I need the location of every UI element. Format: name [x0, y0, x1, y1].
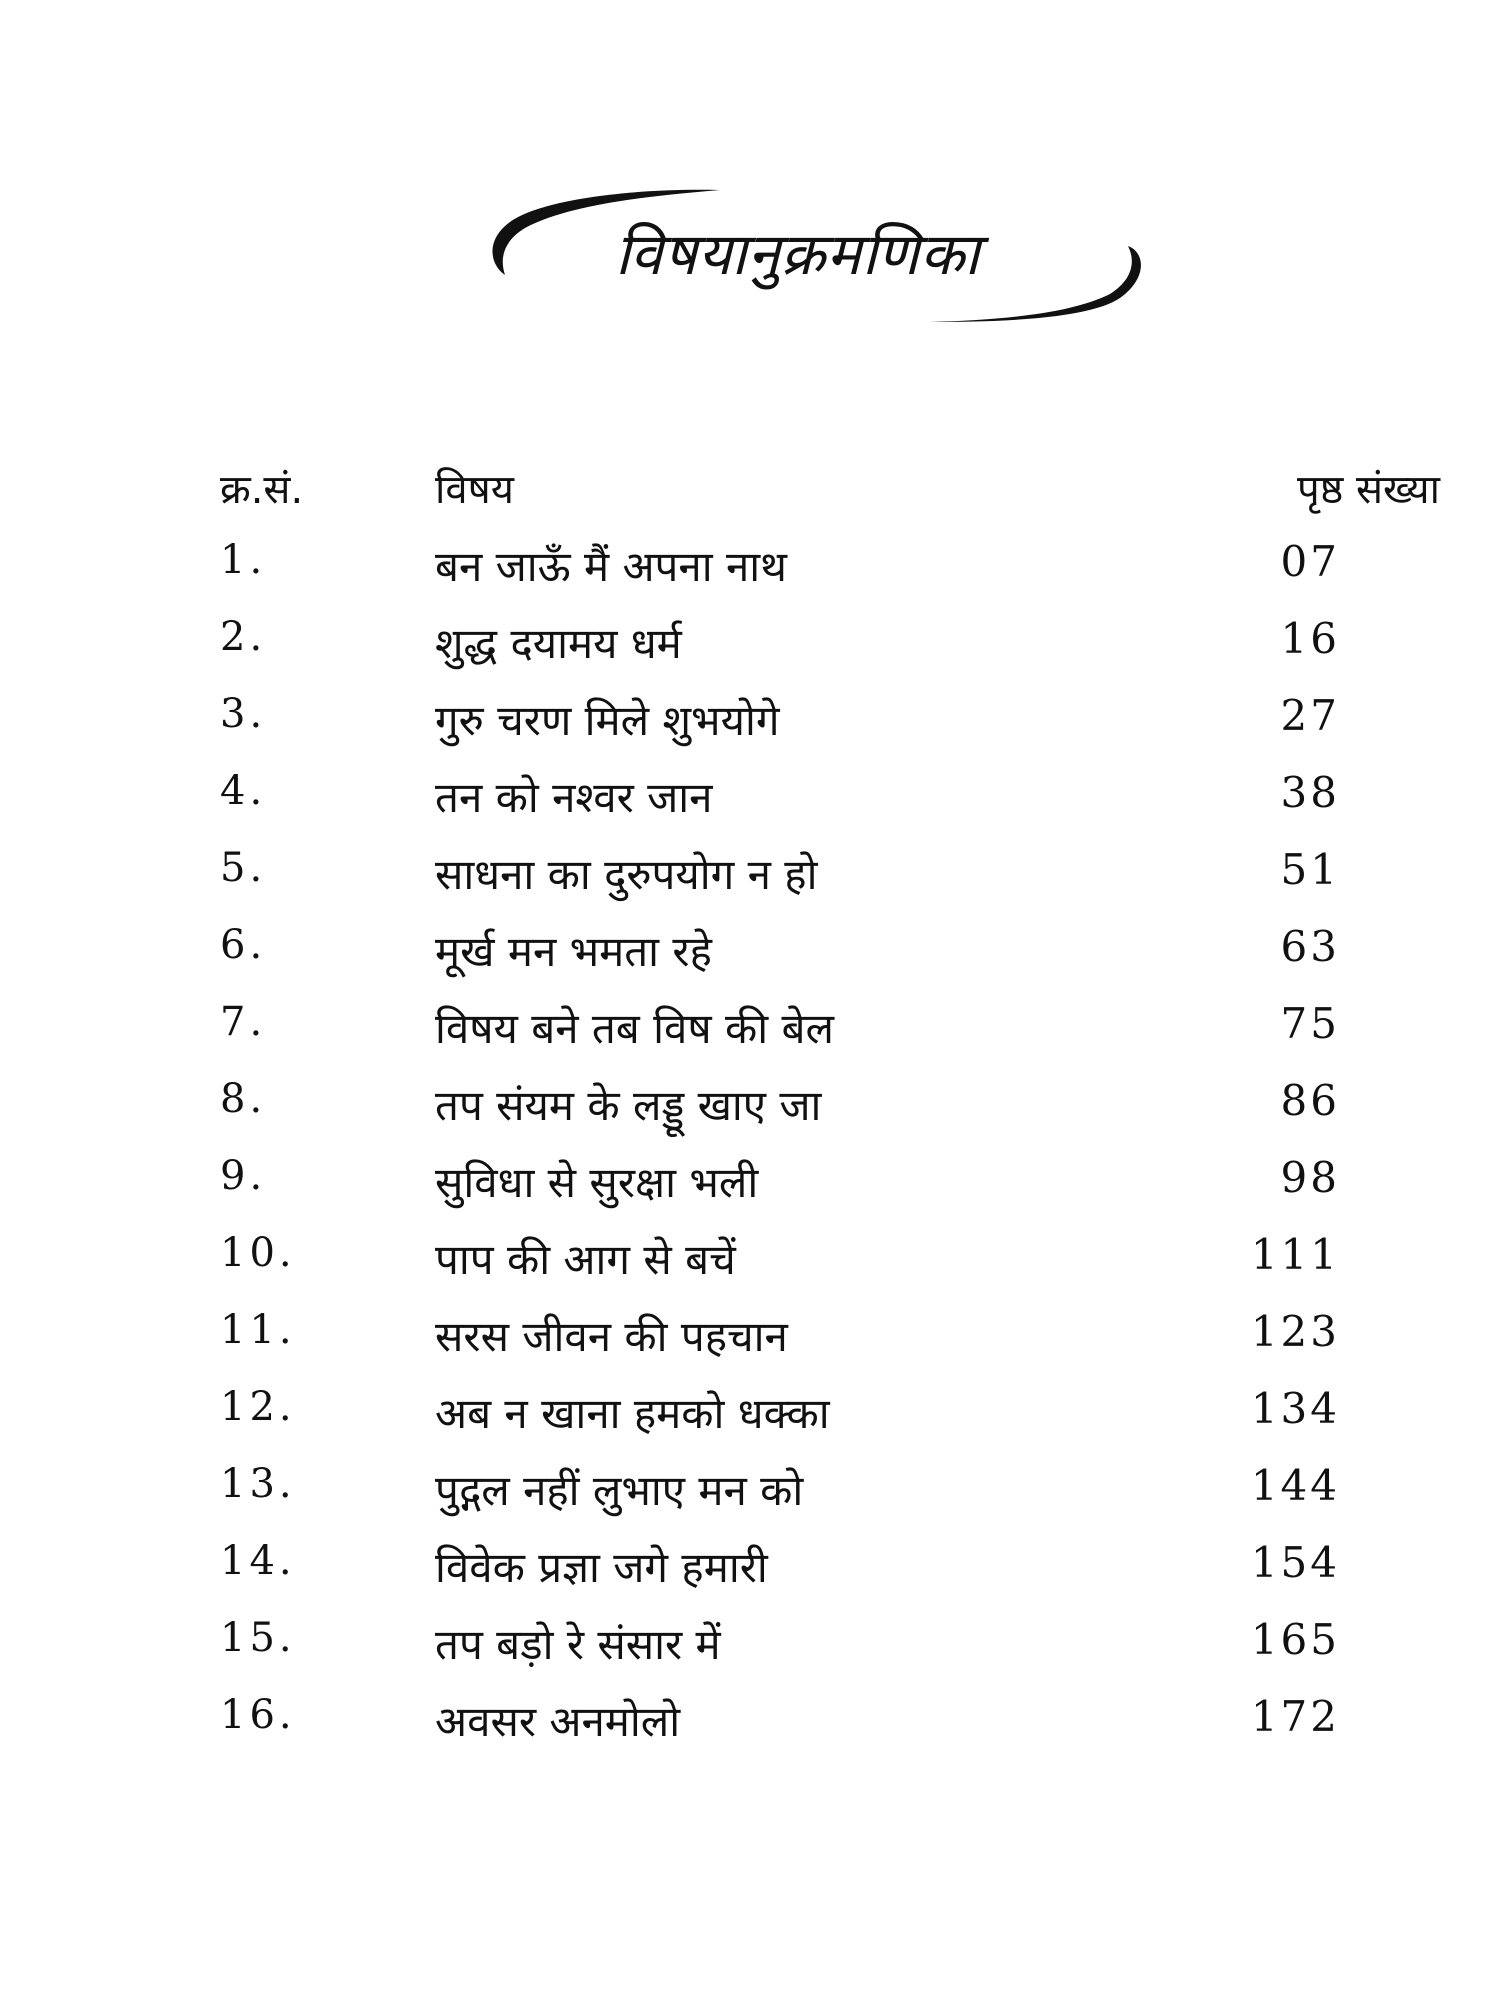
page-number-header: पृष्ठ संख्या	[1297, 467, 1440, 513]
entry-page: 111	[1250, 1230, 1340, 1279]
entry-title: गुरु चरण मिले शुभयोगे	[435, 696, 780, 745]
serial-header: क्र.सं.	[220, 467, 304, 513]
entry-number: 11.	[220, 1307, 296, 1353]
entry-number: 10.	[220, 1230, 296, 1276]
entry-page: 123	[1250, 1307, 1340, 1356]
entry-title: तप संयम के लड्डू खाए जा	[435, 1081, 822, 1130]
entry-title: विवेक प्रज्ञा जगे हमारी	[435, 1543, 768, 1592]
entry-number: 1.	[220, 537, 267, 583]
entry-title: बन जाऊँ मैं अपना नाथ	[435, 542, 787, 591]
entry-number: 4.	[220, 768, 267, 814]
toc-row	[220, 1692, 1420, 1769]
title-block	[480, 170, 1160, 350]
subject-header: विषय	[435, 467, 514, 513]
entry-number: 9.	[220, 1153, 267, 1199]
entry-title: शुद्ध दयामय धर्म	[435, 619, 682, 668]
entry-title: तन को नश्वर जान	[435, 773, 713, 822]
toc-row	[220, 1307, 1420, 1384]
table-of-contents	[220, 460, 1440, 1769]
entry-number: 16.	[220, 1692, 296, 1738]
toc-row	[220, 922, 1420, 999]
toc-row	[220, 1230, 1420, 1307]
entry-page: 27	[1280, 691, 1340, 740]
entry-title: पाप की आग से बचें	[435, 1235, 736, 1284]
entry-page: 07	[1280, 537, 1340, 586]
toc-row	[220, 1153, 1420, 1230]
entry-number: 8.	[220, 1076, 267, 1122]
entry-page: 144	[1250, 1461, 1340, 1510]
toc-row	[220, 768, 1420, 845]
entry-page: 75	[1280, 999, 1340, 1048]
entry-page: 165	[1250, 1615, 1340, 1664]
entry-number: 15.	[220, 1615, 296, 1661]
entry-title: अब न खाना हमको धक्का	[435, 1389, 830, 1438]
toc-header	[220, 460, 1440, 537]
entry-number: 7.	[220, 999, 267, 1045]
toc-row	[220, 1384, 1420, 1461]
toc-row	[220, 999, 1420, 1076]
entry-page: 98	[1280, 1153, 1340, 1202]
entry-title: पुद्गल नहीं लुभाए मन को	[435, 1466, 804, 1515]
entry-page: 38	[1280, 768, 1340, 817]
entry-number: 12.	[220, 1384, 296, 1430]
entry-page: 172	[1250, 1692, 1340, 1741]
entry-number: 6.	[220, 922, 267, 968]
entry-number: 5.	[220, 845, 267, 891]
entry-number: 13.	[220, 1461, 296, 1507]
toc-row	[220, 1615, 1420, 1692]
toc-row	[220, 614, 1420, 691]
entry-title: विषय बने तब विष की बेल	[435, 1004, 834, 1053]
toc-row	[220, 1076, 1420, 1153]
entry-title: सरस जीवन की पहचान	[435, 1312, 788, 1361]
entry-title: तप बड़ो रे संसार में	[435, 1620, 721, 1669]
page-title: विषयानुक्रमणिका	[615, 220, 981, 288]
entry-page: 63	[1280, 922, 1340, 971]
toc-row	[220, 1538, 1420, 1615]
entry-page: 51	[1280, 845, 1340, 894]
entry-page: 86	[1280, 1076, 1340, 1125]
toc-row	[220, 691, 1420, 768]
entry-title: अवसर अनमोलो	[435, 1697, 681, 1746]
entry-number: 14.	[220, 1538, 296, 1584]
toc-row	[220, 537, 1420, 614]
entry-number: 3.	[220, 691, 267, 737]
entry-page: 154	[1250, 1538, 1340, 1587]
entry-page: 16	[1280, 614, 1340, 663]
entry-number: 2.	[220, 614, 267, 660]
toc-row	[220, 845, 1420, 922]
entry-title: मूर्ख मन भमता रहे	[435, 927, 712, 976]
entry-page: 134	[1250, 1384, 1340, 1433]
toc-row	[220, 1461, 1420, 1538]
entry-title: साधना का दुरुपयोग न हो	[435, 850, 818, 899]
entry-title: सुविधा से सुरक्षा भली	[435, 1158, 759, 1207]
